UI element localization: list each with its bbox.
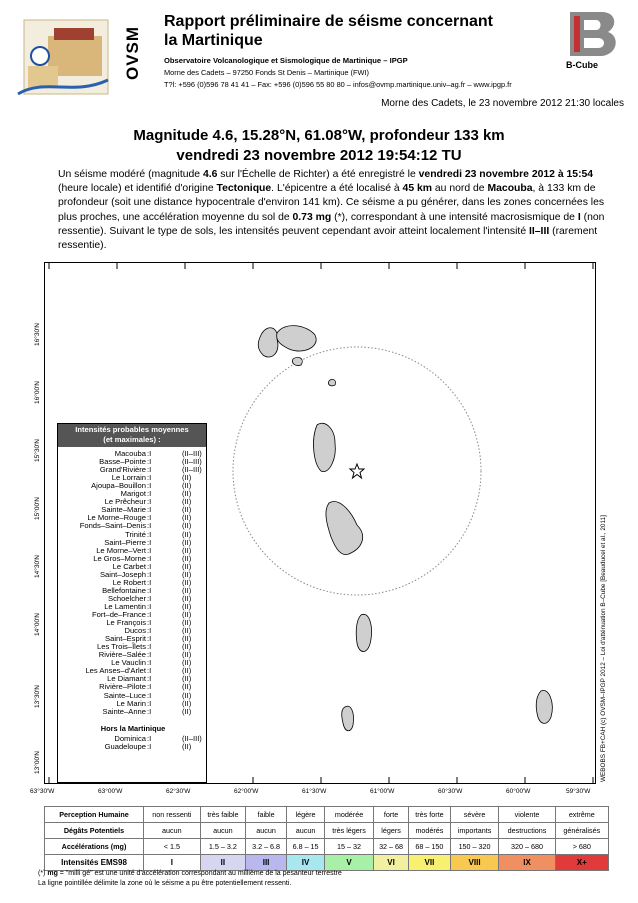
legend-value: :I: [147, 610, 152, 619]
table-row: Dégâts Potentiels aucun aucun aucun aucun très légers légers modérés importants destructions généralisés: [45, 823, 609, 839]
legend-max: (II): [182, 561, 192, 571]
legend-town: Ajoupa–Bouillon: [91, 481, 146, 491]
legend-town: Ducos: [124, 626, 146, 636]
guadeloupe-grande-terre: [277, 326, 317, 351]
legend-town: Le Vauclin: [111, 658, 146, 668]
legend-max: (II): [182, 698, 192, 708]
lon-label: 61°00'W: [370, 788, 395, 795]
legend-value: :I: [147, 465, 152, 475]
legend-town: Fonds–Saint–Denis: [79, 521, 146, 531]
legend-max: (II–III): [182, 449, 202, 458]
table-row: Intensités EMS98 I II III IV V VI VII VIII IX X+: [45, 855, 609, 871]
legend-value: :I: [147, 537, 152, 547]
legend-value: :I: [147, 682, 152, 692]
event-line-1: Magnitude 4.6, 15.28°N, 61.08°W, profondeur 133 km: [133, 127, 505, 144]
la-desirade: [328, 379, 335, 385]
legend-town: Fort–de–France: [91, 610, 146, 619]
legend-value: :I: [147, 577, 152, 587]
lat-label: 14°30'N: [34, 555, 41, 578]
legend-town: Basse–Pointe: [99, 457, 146, 467]
legend-town: Les Trois–Îlets: [97, 642, 146, 652]
lat-label: 14°00'N: [34, 613, 41, 636]
marie-galante: [292, 357, 302, 365]
legend-town: Saint–Pierre: [104, 537, 146, 547]
legend-max: (II): [182, 610, 192, 619]
legend-max: (II): [182, 601, 192, 611]
dominica: [314, 423, 336, 471]
legend-max: (II): [182, 666, 192, 676]
legend-max: (II): [182, 650, 192, 660]
legend-town: Le Marin: [116, 698, 146, 708]
legend-value: :I: [147, 561, 152, 571]
table-row: Accélérations (mg) < 1.5 1.5 – 3.2 3.2 – 6.8 6.8 – 15 15 – 32 32 – 68 68 – 150 150 – 320 320 – 680 > 680: [45, 839, 609, 855]
legend-town: Les Anses–d'Arlet: [85, 666, 146, 676]
legend-max: (II): [182, 529, 192, 539]
legend-value: :I: [147, 553, 152, 563]
lat-label: 13°30'N: [34, 685, 41, 708]
legend-subtitle: Hors la Martinique: [100, 723, 166, 733]
legend-max: (II): [182, 577, 192, 587]
legend-max: (II): [182, 553, 192, 563]
legend-value: :I: [147, 706, 152, 716]
epicenter-star-icon: [350, 464, 364, 478]
legend-max: (II): [182, 497, 192, 507]
legend-max: (II): [182, 658, 192, 668]
barbados: [536, 690, 552, 723]
legend-value: :I: [147, 505, 152, 515]
legend-town: Saint–Esprit: [105, 634, 146, 644]
legend-value: :I: [147, 457, 152, 467]
legend-max: (II): [182, 505, 192, 515]
legend-title: Intensités probables moyennes (et maximales) :: [58, 424, 206, 447]
legend-value: :I: [147, 545, 152, 555]
legend-value: :I: [147, 698, 152, 708]
legend-value: :I: [147, 473, 152, 483]
legend-value: :I: [147, 481, 152, 491]
legend-value: :I: [147, 569, 152, 579]
table-row: Perception Humaine non ressenti très faible faible légère modérée forte très forte sévère violente extrême: [45, 807, 609, 823]
legend-value: :I: [147, 642, 152, 652]
lat-label: 16°30'N: [34, 323, 41, 346]
legend-max: (II): [182, 545, 192, 555]
legend-value: :I: [147, 497, 152, 507]
legend-max: (II): [182, 489, 192, 499]
legend-value: :I: [147, 741, 152, 751]
event-summary: [0, 126, 638, 166]
legend-value: :I: [147, 513, 152, 523]
legend-max: (II): [182, 481, 192, 491]
footnote-mg: (*) mg = "milli gé" est une unité d'accélération correspondant au millième de la pesanteur terrestre: [38, 870, 342, 877]
row-header: Dégâts Potentiels: [45, 823, 144, 839]
legend-max: (II): [182, 585, 192, 595]
intensity-legend: [57, 423, 207, 783]
row-header: Intensités EMS98: [45, 855, 144, 871]
report-date: Morne des Cadets, le 23 novembre 2012 21:30 locales: [381, 98, 624, 109]
legend-max: (II): [182, 682, 192, 692]
legend-value: :I: [147, 733, 152, 743]
legend-town: Guadeloupe: [104, 741, 146, 751]
lon-label: 63°00'W: [98, 788, 123, 795]
intro-paragraph: Un séisme modéré (magnitude 4.6 sur l'Échelle de Richter) a été enregistré le vendredi 23 novembre 2012 à 15:54 (heure locale) et identifié d'origine Tectonique. L'épicentre a été localisé à 45 km au nord de Macouba, à 133 km de profondeur (soit une distance hypocentrale d'environ 141 km). Ce séisme a pu générer, dans les zones concernées les plus proches, une accélération moyenne du sol de 0.73 mg (*), correspondant à une intensité macrosismique de I (non ressentie). Suivant le type de sols, les intensités peuvent cependant avoir atteint localement l'intensité II–III (rarement ressentie).: [58, 169, 605, 252]
legend-town: Rivière–Salée: [98, 650, 146, 660]
saint-vincent: [342, 706, 354, 731]
legend-town: Macouba: [114, 449, 146, 458]
legend-value: :I: [147, 674, 152, 684]
lon-label: 63°30'W: [30, 788, 55, 795]
legend-town: Marigot: [120, 489, 146, 499]
footnote-zone: La ligne pointillée délimite la zone où le séisme a pu être potentiellement ressenti.: [38, 880, 292, 887]
legend-town: Le Robert: [112, 577, 146, 587]
legend-value: :I: [147, 489, 152, 499]
report-title: Rapport préliminaire de séisme concernant la Martinique: [164, 13, 493, 49]
organisation: Observatoire Volcanologique et Sismologique de Martinique – IPGP: [164, 56, 408, 65]
legend-town: Le Morne–Rouge: [87, 513, 146, 523]
legend-value: :I: [147, 601, 152, 611]
legend-value: :I: [147, 658, 152, 668]
legend-town: Le Carbet: [112, 561, 146, 571]
legend-town: Saint–Joseph: [99, 569, 146, 579]
lon-label: 59°30'W: [566, 788, 591, 795]
legend-town: Sainte–Luce: [103, 690, 146, 700]
legend-max: (II): [182, 642, 192, 652]
bcube-logo: [560, 8, 626, 72]
islands: [258, 326, 552, 731]
ovsm-logo: [14, 6, 150, 100]
legend-value: :I: [147, 618, 152, 628]
legend-value: :I: [147, 585, 152, 595]
legend-town: Le François: [106, 618, 146, 628]
row-header: Accélérations (mg): [45, 839, 144, 855]
lat-label: 13°00'N: [34, 751, 41, 774]
legend-town: Le Gros–Morne: [93, 553, 146, 563]
map-credit: WEBOBS FB+CAH (c) OVSM–IPGP 2012 – Loi d'atténuation B–Cube [Beauducel et al., 2011]: [600, 515, 607, 782]
legend-max: (II): [182, 473, 192, 483]
legend-value: :I: [147, 626, 152, 636]
legend-max: (II): [182, 626, 192, 636]
legend-max: (II): [182, 674, 192, 684]
legend-town: Schoelcher: [108, 593, 146, 603]
row-header: Perception Humaine: [45, 807, 144, 823]
legend-max: (II): [182, 706, 192, 716]
legend-value: :I: [147, 521, 152, 531]
legend-town: Le Prêcheur: [104, 497, 146, 507]
legend-town: Dominica: [114, 733, 146, 743]
lon-label: 61°30'W: [302, 788, 327, 795]
sainte-lucie: [356, 614, 371, 651]
legend-max: (II): [182, 521, 192, 531]
legend-max: (II): [182, 690, 192, 700]
legend-value: :I: [147, 634, 152, 644]
martinique: [326, 502, 363, 555]
legend-town: Bellefontaine: [102, 585, 146, 595]
legend-max: (II): [182, 593, 192, 603]
legend-town: Le Lorrain: [111, 473, 146, 483]
lat-label: 15°00'N: [34, 497, 41, 520]
address: Morne des Cadets – 97250 Fonds St Denis – Martinique (FWI): [164, 68, 369, 77]
legend-town: Grand'Rivière: [99, 465, 146, 475]
legend-max: (II–III): [182, 733, 202, 743]
bcube-logo-text: B-Cube: [566, 60, 598, 70]
legend-value: :I: [147, 650, 152, 660]
legend-max: (II): [182, 741, 192, 751]
legend-value: :I: [147, 690, 152, 700]
lon-label: 60°30'W: [438, 788, 463, 795]
legend-town: Rivière–Pilote: [99, 682, 146, 692]
legend-town: Trinité: [125, 529, 146, 539]
event-line-2: vendredi 23 novembre 2012 19:54:12 TU: [176, 147, 462, 164]
legend-max: (II): [182, 513, 192, 523]
guadeloupe-basse-terre: [258, 328, 278, 357]
lon-label: 62°30'W: [166, 788, 191, 795]
legend-max: (II): [182, 634, 192, 644]
legend-value: :I: [147, 666, 152, 676]
lon-label: 62°00'W: [234, 788, 259, 795]
lat-label: 15°30'N: [34, 439, 41, 462]
legend-town: Le Diamant: [107, 674, 146, 684]
legend-value: :I: [147, 449, 152, 458]
ems98-scale-table: [44, 806, 609, 871]
legend-town: Sainte–Anne: [102, 706, 146, 716]
legend-town: Le Lamentin: [104, 601, 146, 611]
legend-max: (II–III): [182, 457, 202, 467]
lon-label: 60°00'W: [506, 788, 531, 795]
legend-value: :I: [147, 529, 152, 539]
legend-max: (II–III): [182, 465, 202, 475]
contact-line: T?l: +596 (0)596 78 41 41 – Fax: +596 (0)596 55 80 80 – infos@ovmp.martinique.univ–ag.fr – www.ipgp.fr: [164, 80, 512, 89]
legend-value: :I: [147, 593, 152, 603]
legend-max: (II): [182, 618, 192, 628]
lat-label: 16°00'N: [34, 381, 41, 404]
legend-town: Le Morne–Vert: [96, 545, 146, 555]
legend-max: (II): [182, 569, 192, 579]
legend-max: (II): [182, 537, 192, 547]
legend-town: Sainte–Marie: [101, 505, 146, 515]
ovsm-logo-text: OVSM: [123, 25, 142, 81]
